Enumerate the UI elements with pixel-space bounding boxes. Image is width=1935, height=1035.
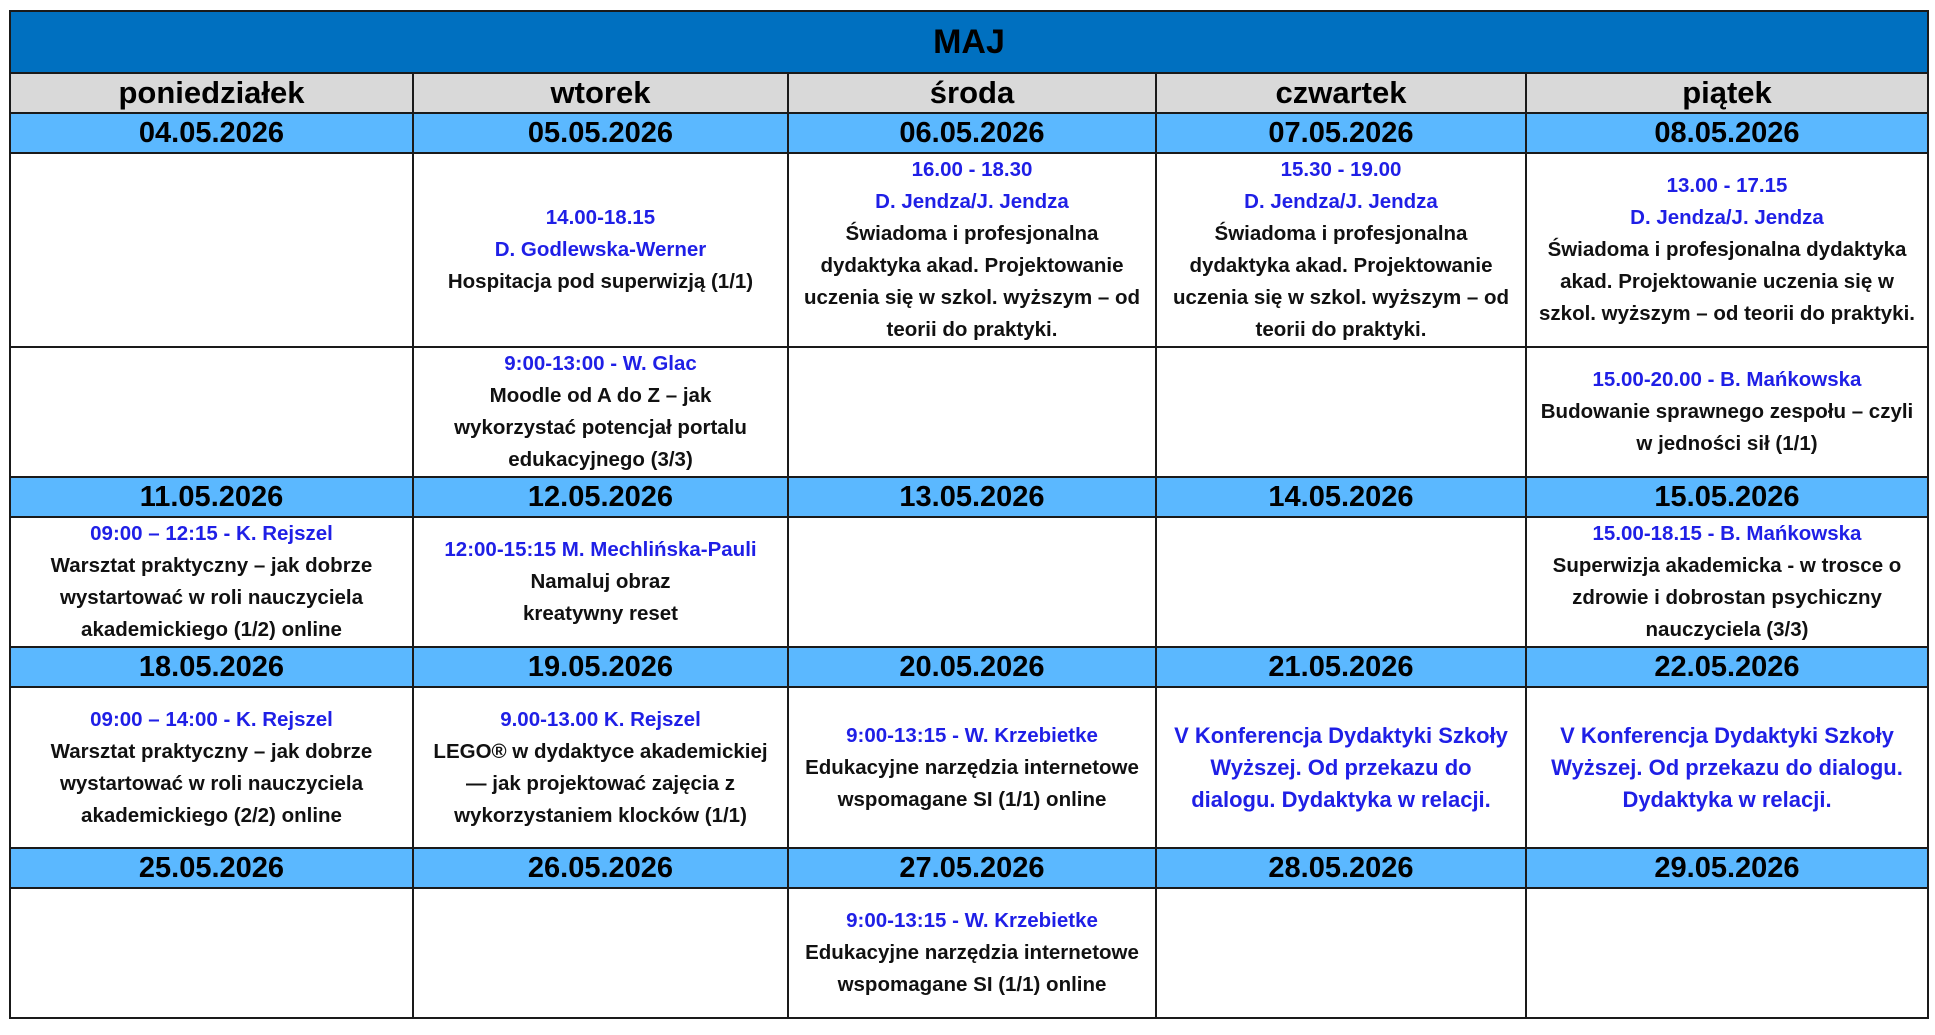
date-cell: 12.05.2026 [413, 477, 788, 517]
event-entry [1531, 170, 1923, 330]
event-cell [1526, 687, 1928, 848]
event-time: 09:00 – 14:00 - K. Rejszel [90, 707, 333, 731]
event-description: Świadoma i profesjonalna [845, 222, 1099, 245]
date-cell: 29.05.2026 [1526, 848, 1928, 888]
date-cell: 14.05.2026 [1156, 477, 1526, 517]
date-cell: 18.05.2026 [10, 647, 413, 687]
event-time: 9:00-13:00 - W. Glac [504, 352, 697, 375]
event-time: 15.30 - 19.00 [1280, 158, 1402, 181]
event-entry [418, 704, 783, 832]
event-time: 9.00-13.00 K. Rejszel [500, 707, 701, 731]
event-entry [418, 534, 783, 630]
date-cell: 28.05.2026 [1156, 848, 1526, 888]
event-description: wystartować w roli nauczyciela [59, 586, 364, 609]
date-cell: 13.05.2026 [788, 477, 1156, 517]
event-description: teorii do praktyki. [1255, 318, 1427, 341]
date-cell: 08.05.2026 [1526, 113, 1928, 153]
event-description: Świadoma i profesjonalna [1214, 222, 1468, 245]
date-cell: 21.05.2026 [1156, 647, 1526, 687]
event-cell [10, 687, 413, 848]
event-entry [793, 905, 1151, 1001]
date-row [10, 113, 1928, 153]
event-description: akademickiego (1/2) online [81, 618, 342, 641]
event-cell [1156, 888, 1526, 1018]
event-cell [10, 347, 413, 477]
event-cell [10, 153, 413, 347]
event-description: Świadoma i profesjonalna dydaktyka [1547, 238, 1907, 261]
event-cell [1156, 687, 1526, 848]
weekday-header: środa [788, 73, 1156, 113]
event-conference: Wyższej. Od przekazu do [1210, 754, 1472, 780]
weekday-header: czwartek [1156, 73, 1526, 113]
event-time: 9:00-13:15 - W. Krzebietke [846, 909, 1098, 932]
event-description: — jak projektować zajęcia z [466, 771, 735, 795]
event-cell [413, 153, 788, 347]
event-cell [10, 888, 413, 1018]
event-time: 14.00-18.15 [545, 206, 656, 229]
event-description: wspomagane SI (1/1) online [837, 973, 1107, 996]
event-cell [788, 347, 1156, 477]
event-cell [413, 687, 788, 848]
event-description: wspomagane SI (1/1) online [837, 787, 1107, 811]
event-description: wystartować w roli nauczyciela [59, 771, 364, 795]
event-description: nauczyciela (3/3) [1645, 618, 1809, 641]
event-time: 09:00 – 12:15 - K. Rejszel [90, 522, 333, 545]
event-description: Hospitacja pod superwizją (1/1) [447, 270, 754, 293]
event-instructor: D. Jendza/J. Jendza [875, 190, 1069, 213]
event-description: edukacyjnego (3/3) [508, 448, 693, 471]
event-description: akademickiego (2/2) online [81, 803, 342, 827]
event-description: uczenia się w szkol. wyższym – od [803, 286, 1141, 309]
event-cell [413, 888, 788, 1018]
event-cell [10, 517, 413, 647]
event-entry [793, 720, 1151, 816]
event-row [10, 153, 1928, 347]
event-description: kreatywny reset [523, 602, 678, 625]
weekday-header: wtorek [413, 73, 788, 113]
event-description: zdrowie i dobrostan psychiczny [1572, 586, 1882, 609]
event-description: Warsztat praktyczny – jak dobrze [50, 554, 373, 577]
event-time: 16.00 - 18.30 [911, 158, 1033, 181]
event-entry [1531, 364, 1923, 460]
event-cell [788, 517, 1156, 647]
event-description: szkol. wyższym – od teorii do praktyki. [1539, 302, 1915, 325]
event-entry [1531, 720, 1923, 816]
event-entry [418, 202, 783, 298]
event-conference: V Konferencja Dydaktyki Szkoły [1560, 722, 1894, 748]
event-description: Budowanie sprawnego zespołu – czyli [1540, 400, 1914, 423]
event-cell [413, 347, 788, 477]
date-cell: 27.05.2026 [788, 848, 1156, 888]
event-cell [1156, 153, 1526, 347]
event-cell [1526, 888, 1928, 1018]
event-description: wykorzystaniem klocków (1/1) [454, 803, 747, 827]
weekday-header: poniedziałek [10, 73, 413, 113]
event-row [10, 888, 1928, 1018]
event-cell [1526, 153, 1928, 347]
date-cell: 15.05.2026 [1526, 477, 1928, 517]
event-description: LEGO® w dydaktyce akademickiej [433, 739, 768, 763]
event-row [10, 347, 1928, 477]
event-instructor: D. Godlewska-Werner [494, 238, 707, 261]
month-title-row [10, 11, 1928, 73]
date-cell: 19.05.2026 [413, 647, 788, 687]
date-row [10, 477, 1928, 517]
event-cell [413, 517, 788, 647]
event-cell [1156, 517, 1526, 647]
event-entry [15, 704, 408, 832]
date-cell: 11.05.2026 [10, 477, 413, 517]
event-time: 15.00-18.15 - B. Mańkowska [1592, 522, 1862, 545]
event-conference: dialogu. Dydaktyka w relacji. [1191, 786, 1491, 812]
event-description: Superwizja akademicka - w trosce o [1552, 554, 1902, 577]
event-description: wykorzystać potencjał portalu [454, 416, 747, 439]
event-cell [1526, 517, 1928, 647]
event-description: Warsztat praktyczny – jak dobrze [50, 739, 373, 763]
event-time: 13.00 - 17.15 [1666, 174, 1788, 197]
event-description: dydaktyka akad. Projektowanie [820, 254, 1124, 277]
date-row [10, 647, 1928, 687]
event-conference: Wyższej. Od przekazu do dialogu. [1551, 754, 1903, 780]
event-description: teorii do praktyki. [886, 318, 1058, 341]
event-description: akad. Projektowanie uczenia się w [1560, 270, 1894, 293]
date-cell: 26.05.2026 [413, 848, 788, 888]
month-title: MAJ [10, 11, 1928, 73]
date-cell: 25.05.2026 [10, 848, 413, 888]
calendar-table [9, 10, 1929, 1019]
date-cell: 04.05.2026 [10, 113, 413, 153]
event-description: Edukacyjne narzędzia internetowe [805, 941, 1139, 964]
event-description: w jedności sił (1/1) [1636, 432, 1818, 455]
event-description: Moodle od A do Z – jak [489, 384, 712, 407]
event-instructor: D. Jendza/J. Jendza [1244, 190, 1438, 213]
event-time: 9:00-13:15 - W. Krzebietke [846, 723, 1098, 747]
event-entry [1161, 720, 1521, 816]
event-cell [788, 888, 1156, 1018]
event-row [10, 517, 1928, 647]
date-cell: 22.05.2026 [1526, 647, 1928, 687]
date-row [10, 848, 1928, 888]
event-cell [788, 687, 1156, 848]
event-description: dydaktyka akad. Projektowanie [1189, 254, 1493, 277]
weekday-header-row [10, 73, 1928, 113]
event-instructor: D. Jendza/J. Jendza [1630, 206, 1824, 229]
date-cell: 05.05.2026 [413, 113, 788, 153]
event-description: uczenia się w szkol. wyższym – od [1172, 286, 1510, 309]
event-cell [1156, 347, 1526, 477]
event-entry [793, 154, 1151, 346]
event-entry [15, 518, 408, 646]
date-cell: 07.05.2026 [1156, 113, 1526, 153]
date-cell: 06.05.2026 [788, 113, 1156, 153]
event-description: Edukacyjne narzędzia internetowe [805, 755, 1139, 779]
event-entry [1531, 518, 1923, 646]
event-entry [418, 348, 783, 476]
event-conference: V Konferencja Dydaktyki Szkoły [1174, 722, 1508, 748]
event-description: Namaluj obraz [530, 570, 671, 593]
event-time: 12:00-15:15 M. Mechlińska-Pauli [444, 538, 757, 561]
event-cell [1526, 347, 1928, 477]
event-row [10, 687, 1928, 848]
event-cell [788, 153, 1156, 347]
weekday-header: piątek [1526, 73, 1928, 113]
event-entry [1161, 154, 1521, 346]
event-conference: Dydaktyka w relacji. [1622, 786, 1832, 812]
date-cell: 20.05.2026 [788, 647, 1156, 687]
event-time: 15.00-20.00 - B. Mańkowska [1592, 368, 1862, 391]
